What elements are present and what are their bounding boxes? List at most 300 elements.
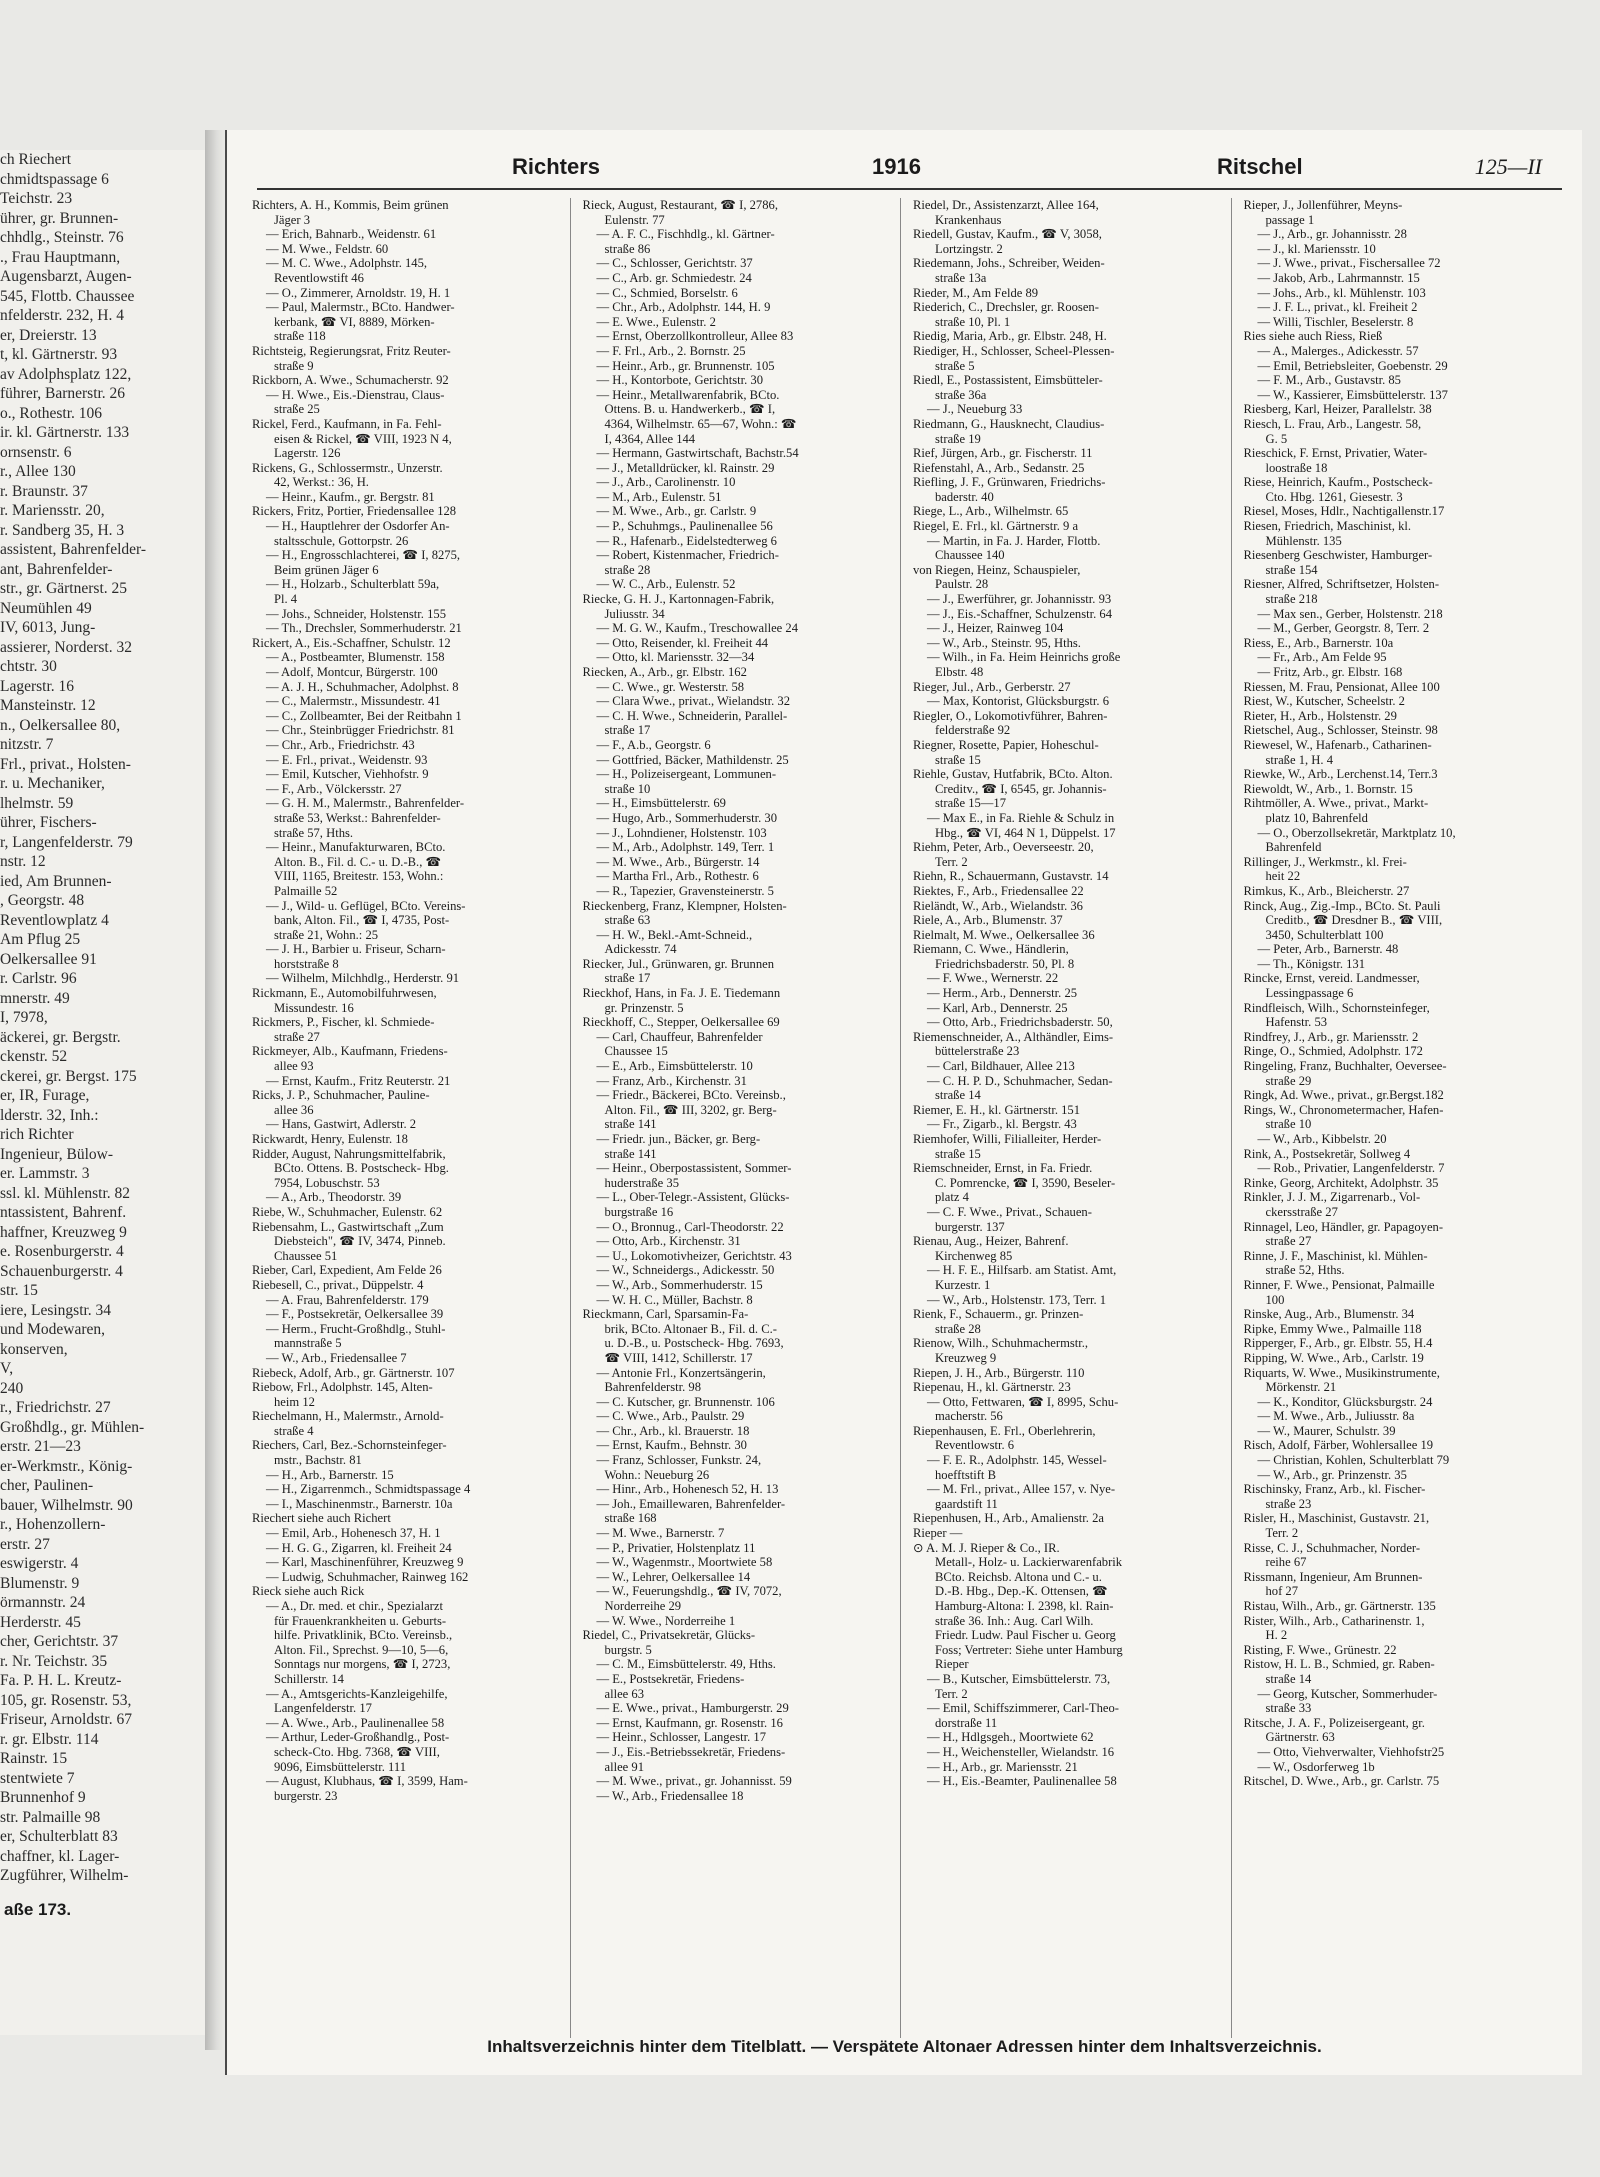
directory-entry-continuation: u. D.-B., u. Postscheck- Hbg. 7693, [604,1336,784,1351]
directory-subentry: — Otto, Viehverwalter, Viehhofstr25 [1257,1744,1445,1759]
directory-entry: Riedemann, Johs., Schreiber, Weiden- [913,256,1105,271]
directory-subentry: — Heinr., Arb., gr. Brunnenstr. 105 [596,358,775,373]
directory-entry: Riebeck, Adolf, Arb., gr. Gärtnerstr. 107 [252,1365,455,1380]
directory-entry-continuation: BCto. Ottens. B. Postscheck- Hbg. [274,1161,449,1176]
directory-entry: Rihtmöller, A. Wwe., privat., Markt- [1243,796,1429,811]
directory-subentry: — W., Osdorferweg 1b [1257,1759,1375,1774]
directory-entry-continuation: Mühlenstr. 135 [1265,533,1342,548]
directory-subentry: — Otto, Reisender, kl. Freiheit 44 [596,635,769,650]
directory-entry-continuation: eisen & Rickel, ☎ VIII, 1923 N 4, [274,431,452,446]
directory-entry: Risting, F. Wwe., Grünestr. 22 [1243,1642,1397,1657]
directory-subentry: — M. Wwe., Barnerstr. 7 [596,1526,725,1541]
directory-entry-continuation: brik, BCto. Altonaer B., Fil. d. C.- [604,1321,777,1336]
directory-subentry: — Friedr., Bäckerei, BCto. Vereinsb., [596,1088,786,1103]
directory-subentry: — Martin, in Fa. J. Harder, Flottb. [927,533,1101,548]
directory-entry-continuation: passage 1 [1265,212,1315,227]
directory-entry: Rinnagel, Leo, Händler, gr. Papagoyen- [1243,1219,1444,1234]
facing-line: cher, Gerichtstr. 37 [0,1633,119,1650]
facing-line: r., Hohenzollern- [0,1516,106,1533]
directory-subentry: — Heinr., Manufakturwaren, BCto. [266,840,446,855]
directory-subentry: — Antonie Frl., Konzertsängerin, [596,1365,766,1380]
facing-line: nitzstr. 7 [0,736,54,753]
directory-entry: Rielmalt, M. Wwe., Oelkersallee 36 [913,927,1095,942]
directory-entry-continuation: straße 29 [1265,1073,1312,1088]
directory-entry: von Riegen, Heinz, Schauspieler, [913,562,1081,577]
directory-subentry: — C., Zollbeamter, Bei der Reitbahn 1 [266,708,462,723]
directory-entry: Rissmann, Ingenieur, Am Brunnen- [1243,1569,1423,1584]
facing-line: erstr. 27 [0,1535,50,1553]
facing-line: ant, Bahrenfelder- [0,560,113,578]
directory-entry: Rink, A., Postsekretär, Sollweg 4 [1243,1146,1411,1161]
directory-subentry: — F., A.b., Georgstr. 6 [596,737,711,752]
facing-line: er. Lammstr. 3 [0,1165,90,1182]
directory-subentry: — J., Ewerführer, gr. Johannisstr. 93 [927,592,1112,607]
directory-entry-continuation: Lessingpassage 6 [1265,986,1354,1001]
directory-entry-continuation: straße 10 [604,781,651,796]
directory-entry-continuation: Reventlowstr. 6 [935,1438,1015,1453]
facing-line: assierer, Norderst. 32 [0,638,132,656]
directory-entry: Rieber, Carl, Expedient, Am Felde 26 [252,1263,442,1278]
directory-entry-continuation: reihe 67 [1265,1555,1307,1570]
directory-subentry: — Carl, Bildhauer, Allee 213 [927,1059,1075,1074]
facing-page-lines [0,150,205,1886]
directory-entry: Riederich, C., Drechsler, gr. Roosen- [913,300,1099,315]
directory-entry: Rieck siehe auch Rick [252,1584,365,1599]
directory-entry-continuation: straße 27 [1265,1234,1312,1249]
directory-entry-continuation: felderstraße 92 [935,723,1011,738]
facing-line: o., Rothestr. 106 [0,404,103,422]
directory-entry-continuation: 42, Werkst.: 36, H. [274,475,369,490]
directory-subentry: — Ernst, Oberzollkontrolleur, Allee 83 [596,329,794,344]
directory-subentry: — H., Polizeisergeant, Lommunen- [596,767,777,782]
directory-subentry: — Hermann, Gastwirtschaft, Bachstr.54 [596,446,799,461]
directory-entry-continuation: Friedr. Ludw. Paul Fischer u. Georg [935,1628,1116,1643]
directory-entry-continuation: macherstr. 56 [935,1409,1003,1424]
directory-entry-continuation: platz 4 [935,1190,969,1205]
directory-entry: Ringeling, Franz, Buchhalter, Oeversee- [1243,1059,1447,1074]
directory-entry: Ritsche, J. A. F., Polizeisergeant, gr. [1243,1715,1425,1730]
directory-entry-continuation: Alton. B., Fil. d. C.- u. D.-B., ☎ [274,854,442,869]
directory-subentry: — Wilhelm, Milchhdlg., Herderstr. 91 [266,971,460,986]
directory-entry: Riess, E., Arb., Barnerstr. 10a [1243,635,1394,650]
directory-subentry: — H., Hdlgsgeh., Moortwiete 62 [927,1730,1094,1745]
directory-subentry: — Otto, Arb., Friedrichsbaderstr. 50, [927,1015,1113,1030]
directory-subentry: — J., Arb., gr. Johannisstr. 28 [1257,227,1407,242]
directory-subentry: — Franz, Schlosser, Funkstr. 24, [596,1453,762,1468]
directory-subentry: — R., Hafenarb., Eidelstedterweg 6 [596,533,777,548]
directory-subentry: — C., Malermstr., Missundestr. 41 [266,694,441,709]
facing-line: ., Frau Hauptmann, [0,248,121,266]
directory-subentry: — C., Arb. gr. Schmiedestr. 24 [596,270,752,285]
directory-subentry: — C., Schlosser, Gerichtstr. 37 [596,256,753,271]
facing-line: er, Schulterblatt 83 [0,1828,118,1845]
directory-subentry: — E. Frl., privat., Weidenstr. 93 [266,752,428,767]
directory-entry: Riquarts, W. Wwe., Musikinstrumente, [1243,1365,1440,1380]
directory-subentry: — Gottfried, Bäcker, Mathildenstr. 25 [596,752,789,767]
directory-subentry: — H., Weichensteller, Wielandstr. 16 [927,1744,1115,1759]
directory-entry-continuation: für Frauenkrankheiten u. Geburts- [274,1613,447,1628]
directory-subentry: — J., Heizer, Rainweg 104 [927,621,1064,636]
directory-entry: Rickens, G., Schlossermstr., Unzerstr. [252,460,443,475]
directory-entry-continuation: Jäger 3 [274,212,311,227]
directory-entry-continuation: scheck-Cto. Hbg. 7368, ☎ VIII, [274,1744,440,1759]
directory-entry-continuation: hof 27 [1265,1584,1299,1599]
directory-entry: Rieper, J., Jollenführer, Meyns- [1243,198,1403,212]
directory-entry: Rings, W., Chronometermacher, Hafen- [1243,1102,1444,1117]
facing-line: ied, Am Brunnen- [0,872,112,890]
directory-entry: Rickert, A., Eis.-Schaffner, Schulstr. 12 [252,635,451,650]
directory-entry-continuation: straße 86 [604,241,651,256]
directory-entry-continuation: straße 141 [604,1117,657,1132]
facing-line: ntassistent, Bahrenf. [0,1204,127,1221]
directory-entry: Rimkus, K., Arb., Bleicherstr. 27 [1243,883,1410,898]
directory-entry: Riehle, Gustav, Hutfabrik, BCto. Alton. [913,767,1113,782]
directory-subentry: — J., kl. Mariensstr. 10 [1257,241,1376,256]
facing-line: lhelmstr. 59 [0,794,74,812]
directory-subentry: — H., Eimsbüttelerstr. 69 [596,796,726,811]
directory-subentry: — Heinr., Kaufm., gr. Bergstr. 81 [266,489,435,504]
directory-entry: Richtsteig, Regierungsrat, Fritz Reuter- [252,343,451,358]
directory-subentry: — Hinr., Arb., Hohenesch 52, H. 13 [596,1482,779,1497]
directory-subentry: — W., Arb., Sommerhuderstr. 15 [596,1277,763,1292]
directory-subentry: — Johs., Arb., kl. Mühlenstr. 103 [1257,285,1426,300]
directory-entry-continuation: Friedrichsbaderstr. 50, Pl. 8 [935,956,1075,971]
directory-entry-continuation: straße 52, Hths. [1265,1263,1345,1278]
directory-entry-continuation: Hafenstr. 53 [1265,1015,1328,1030]
facing-line: r., Allee 130 [0,463,76,480]
directory-subentry: — M., Arb., Adolphstr. 149, Terr. 1 [596,840,775,855]
directory-subentry: — B., Kutscher, Eimsbüttelerstr. 73, [927,1671,1111,1686]
facing-line: Frl., privat., Holsten- [0,755,131,773]
directory-subentry: — O., Bronnug., Carl-Theodorstr. 22 [596,1219,784,1234]
facing-line: rich Richter [0,1126,74,1143]
directory-entry-continuation: staltsschule, Gottorpstr. 26 [274,533,409,548]
directory-subentry: — A. Frau, Bahrenfelderstr. 179 [266,1292,429,1307]
facing-line: r. Nr. Teichstr. 35 [0,1652,108,1670]
directory-subentry: — C. Kutscher, gr. Brunnenstr. 106 [596,1394,775,1409]
facing-line: cher, Paulinen- [0,1477,94,1494]
directory-entry-continuation: loostraße 18 [1265,460,1328,475]
facing-line: Am Pflug 25 [0,931,81,948]
directory-subentry: — Emil, Kutscher, Viehhofstr. 9 [266,767,429,782]
directory-entry: Riepenhusen, H., Arb., Amalienstr. 2a [913,1511,1104,1526]
directory-subentry: — A., Postbeamter, Blumenstr. 158 [266,650,445,665]
directory-subentry: — H., Kontorbote, Gerichtstr. 30 [596,373,763,388]
directory-entry: Rieckmann, Carl, Sparsamin-Fa- [582,1307,749,1322]
directory-subentry: — Herm., Arb., Dennerstr. 25 [927,986,1078,1001]
directory-entry: Riedel, Dr., Assistenzarzt, Allee 164, [913,198,1099,212]
directory-entry: Riese, Heinrich, Kaufm., Postscheck- [1243,475,1433,490]
directory-subentry: — J. H., Barbier u. Friseur, Scharn- [266,942,446,957]
directory-entry-continuation: straße 15 [935,1146,981,1161]
directory-subentry: — C. Wwe., gr. Westerstr. 58 [596,679,745,694]
directory-entry-continuation: straße 27 [274,1029,320,1044]
directory-entry: Riepenhausen, E. Frl., Oberlehrerin, [913,1423,1096,1438]
directory-subentry: — C. H. P. D., Schuhmacher, Sedan- [927,1073,1113,1088]
directory-subentry: — Arthur, Leder-Großhandlg., Post- [266,1730,450,1745]
facing-line: führer, Barnerstr. 26 [0,385,126,402]
facing-line: ckerei, gr. Bergst. 175 [0,1067,137,1085]
directory-entry: Riemenschneider, A., Althändler, Eims- [913,1029,1114,1044]
directory-entry-continuation: Gärtnerstr. 63 [1265,1730,1335,1745]
directory-subentry: — Wilh., in Fa. Heim Heinrichs große [927,650,1121,665]
facing-line: r. Carlstr. 96 [0,970,77,987]
directory-entry-continuation: G. 5 [1265,431,1288,446]
directory-subentry: — M. C. Wwe., Adolphstr. 145, [266,256,428,271]
facing-line: stentwiete 7 [0,1769,75,1787]
directory-subentry: — Johs., Schneider, Holstenstr. 155 [266,606,446,621]
directory-entry: Riechert siehe auch Richert [252,1511,391,1526]
directory-entry-continuation: Foss; Vertreter: Siehe unter Hamburg [935,1642,1123,1657]
directory-entry: Ripperger, F., Arb., gr. Elbstr. 55, H.4 [1243,1336,1433,1351]
directory-entry-continuation: straße 21, Wohn.: 25 [274,927,379,942]
directory-entry: Rieckhoff, C., Stepper, Oelkersallee 69 [582,1015,780,1030]
directory-entry-continuation: straße 154 [1265,562,1318,577]
directory-entry: Rietschel, Aug., Schlosser, Steinstr. 98 [1243,723,1438,738]
directory-entry: Riedmann, G., Hausknecht, Claudius- [913,416,1105,431]
directory-subentry: — W. Wwe., Norderreihe 1 [596,1613,736,1628]
column-1 [252,198,571,2038]
directory-entry-continuation: Norderreihe 29 [604,1599,682,1613]
directory-entry: Rickwardt, Henry, Eulenstr. 18 [252,1132,408,1146]
directory-subentry: — W., Arb., Friedensallee 7 [266,1350,407,1365]
directory-entry: Rickmann, E., Automobilfuhrwesen, [252,986,437,1001]
directory-subentry: — A. J. H., Schuhmacher, Adolphst. 8 [266,679,459,694]
directory-entry-continuation: straße 15 [935,752,981,767]
directory-entry-continuation: huderstraße 35 [604,1175,679,1190]
directory-entry: Riektes, F., Arb., Friedensallee 22 [913,883,1084,898]
directory-entry-continuation: Pl. 4 [274,592,298,607]
directory-entry-continuation: hoefftstift B [935,1467,996,1482]
directory-entry-continuation: straße 14 [1265,1671,1312,1686]
directory-entry: Riepenau, H., kl. Gärtnerstr. 23 [913,1380,1071,1395]
directory-entry: Ripke, Emmy Wwe., Palmaille 118 [1243,1321,1422,1336]
directory-subentry: — W., Arb., gr. Prinzenstr. 35 [1257,1467,1407,1482]
directory-subentry: — U., Lokomotivheizer, Gerichtstr. 43 [596,1248,792,1263]
directory-subentry: — M. Frl., privat., Allee 157, v. Nye- [927,1482,1116,1497]
directory-entry-continuation: Lagerstr. 126 [274,446,341,461]
facing-line: iere, Lesingstr. 34 [0,1301,112,1319]
directory-subentry: — W., Kassierer, Eimsbüttelerstr. 137 [1257,387,1448,402]
directory-subentry: — Emil, Schiffszimmerer, Carl-Theo- [927,1701,1119,1716]
facing-line: Blumenstr. 9 [0,1574,80,1592]
directory-entry: Rieschick, F. Ernst, Privatier, Water- [1243,446,1428,461]
directory-entry: Rienau, Aug., Heizer, Bahrenf. [913,1234,1069,1249]
directory-entry-continuation: hilfe. Privatklinik, BCto. Vereinsb., [274,1628,453,1643]
directory-entry: Ristow, H. L. B., Schmied, gr. Raben- [1243,1657,1435,1672]
directory-subentry: — Rob., Privatier, Langenfelderstr. 7 [1257,1161,1445,1176]
directory-entry: Rienk, F., Schauerm., gr. Prinzen- [913,1307,1084,1322]
directory-entry-continuation: kerbank, ☎ VI, 8889, Mörken- [274,314,435,329]
directory-subentry: — H., Engrosschlachterei, ☎ I, 8275, [266,548,461,563]
directory-entry-continuation: Creditb., ☎ Dresdner B., ☎ VIII, [1265,913,1443,928]
directory-entry: Riehn, R., Schauermann, Gustavstr. 14 [913,869,1109,884]
directory-entry: Rindfrey, J., Arb., gr. Mariensstr. 2 [1243,1029,1419,1044]
directory-subentry: — E., Arb., Eimsbüttelerstr. 10 [596,1059,753,1074]
directory-entry: Ringe, O., Schmied, Adolphstr. 172 [1243,1044,1423,1059]
directory-entry: Rickel, Ferd., Kaufmann, in Fa. Fehl- [252,416,442,431]
directory-entry-continuation: Kurzestr. 1 [935,1277,991,1292]
directory-subentry: — Otto, Fettwaren, ☎ I, 8995, Schu- [927,1394,1119,1409]
facing-line: er, IR, Furage, [0,1087,90,1104]
directory-entry: Riecke, G. H. J., Kartonnagen-Fabrik, [582,592,775,607]
directory-entry-continuation: burgerstr. 23 [274,1788,338,1803]
facing-line: Großhdlg., gr. Mühlen- [0,1418,145,1436]
directory-subentry: — Fr., Zigarb., kl. Bergstr. 43 [927,1117,1077,1132]
directory-entry-continuation: 3450, Schulterblatt 100 [1265,927,1384,942]
facing-line: e. Rosenburgerstr. 4 [0,1243,124,1260]
directory-entry-continuation: straße 28 [935,1321,981,1336]
directory-entry: Riewesel, W., Hafenarb., Catharinen- [1243,737,1432,752]
directory-subentry: — Otto, Arb., Kirchenstr. 31 [596,1234,741,1249]
directory-entry: Ries siehe auch Riess, Rieß [1243,329,1383,344]
directory-entry: Ringk, Ad. Wwe., privat., gr.Bergst.182 [1243,1088,1444,1103]
directory-entry: Riegner, Rosette, Papier, Hoheschul- [913,737,1099,752]
directory-entry-continuation: 7954, Lobuschstr. 53 [274,1175,380,1190]
directory-subentry: — H. W., Bekl.-Amt-Schneid., [596,927,753,942]
directory-entry: Riebe, W., Schuhmacher, Eulenstr. 62 [252,1204,443,1219]
directory-subentry: — F. M., Arb., Gustavstr. 85 [1257,373,1401,388]
directory-entry-continuation: Kirchenweg 85 [935,1248,1013,1263]
directory-entry-continuation: Sonntags nur morgens, ☎ I, 2723, [274,1657,451,1672]
directory-entry: Rister, Wilh., Arb., Catharinenstr. 1, [1243,1613,1425,1628]
directory-entry-continuation: Chaussee 140 [935,548,1005,563]
directory-subentry: — Heinr., Schlosser, Langestr. 17 [596,1730,766,1745]
directory-subentry: — R., Tapezier, Gravensteinerstr. 5 [596,883,774,898]
directory-entry-continuation: straße 5 [935,358,975,373]
directory-entry-continuation: allee 91 [604,1759,645,1774]
directory-entry-continuation: Diebsteich", ☎ IV, 3474, Pinneb. [274,1234,446,1249]
directory-subentry: — Joh., Emaillewaren, Bahrenfelder- [596,1496,786,1511]
directory-entry: Rickborn, A. Wwe., Schumacherstr. 92 [252,373,449,388]
directory-subentry: — Carl, Chauffeur, Bahrenfelder [596,1029,763,1044]
directory-entry: Riebesell, C., privat., Düppelstr. 4 [252,1277,424,1292]
directory-entry-continuation: baderstr. 40 [935,489,994,504]
directory-entry-continuation: Hamburg-Altona: I. 2398, kl. Rain- [935,1599,1114,1613]
directory-subentry: — Martha Frl., Arb., Rothestr. 6 [596,869,759,884]
directory-entry: Ripping, W. Wwe., Arb., Carlstr. 19 [1243,1350,1424,1365]
directory-entry-continuation: straße 13a [935,270,987,285]
directory-entry-continuation: mstr., Bachstr. 81 [274,1453,362,1468]
directory-entry-continuation: Hbg., ☎ VI, 464 N 1, Düppelst. 17 [935,825,1116,840]
directory-subentry: — J. Wwe., privat., Fischersallee 72 [1257,256,1441,271]
directory-entry-continuation: platz 10, Bahrenfeld [1265,810,1368,825]
directory-entry: Ridder, August, Nahrungsmittelfabrik, [252,1146,446,1161]
directory-entry: Riest, W., Kutscher, Scheelstr. 2 [1243,694,1405,709]
directory-subentry: — Emil, Arb., Hohenesch 37, H. 1 [266,1526,441,1541]
directory-entry-continuation: 100 [1265,1292,1285,1307]
directory-subentry: — Jakob, Arb., Lahrmannstr. 15 [1257,270,1420,285]
directory-subentry: — A. Wwe., Arb., Paulinenallee 58 [266,1715,445,1730]
directory-entry-continuation: burgstraße 16 [604,1204,674,1219]
directory-entry: Riele, A., Arb., Blumenstr. 37 [913,913,1063,928]
facing-line: mnerstr. 49 [0,989,70,1007]
directory-entry-continuation: ckersstraße 27 [1265,1204,1338,1219]
facing-line: I, 7978, [0,1009,48,1026]
directory-subentry: — C. H. Wwe., Schneiderin, Parallel- [596,708,788,723]
facing-line: ir. kl. Gärtnerstr. 133 [0,424,130,441]
facing-line: ornsenstr. 6 [0,443,72,461]
facing-line: 105, gr. Rosenstr. 53, [0,1691,132,1709]
facing-line: ckenstr. 52 [0,1048,68,1065]
directory-subentry: — M. Wwe., privat., gr. Johannisst. 59 [596,1774,792,1789]
directory-entry: Rickmeyer, Alb., Kaufmann, Friedens- [252,1044,448,1059]
directory-subentry: — I., Maschinenmstr., Barnerstr. 10a [266,1496,453,1511]
facing-line: Augensbarzt, Augen- [0,268,132,285]
directory-subentry: — M. Wwe., Arb., Bürgerstr. 14 [596,854,760,869]
directory-subentry: — Ernst, Kaufmann, gr. Rosenstr. 16 [596,1715,783,1730]
directory-subentry: — H., Arb., gr. Mariensstr. 21 [927,1759,1078,1774]
directory-entry-continuation: straße 63 [604,913,651,928]
directory-entry: Ricks, J. P., Schuhmacher, Pauline- [252,1088,430,1103]
directory-entry-continuation: Krankenhaus [935,212,1002,227]
directory-entry-continuation: straße 17 [604,971,651,986]
directory-subentry: — W. H. C., Müller, Bachstr. 8 [596,1292,753,1307]
directory-subentry: — W., Schneidergs., Adickesstr. 50 [596,1263,775,1278]
directory-entry-continuation: straße 57, Hths. [274,825,354,840]
directory-entry: Riesel, Moses, Hdlr., Nachtigallenstr.17 [1243,504,1445,519]
directory-subentry: — J., Lohndiener, Holstenstr. 103 [596,825,767,840]
directory-entry-continuation: VIII, 1165, Breitestr. 153, Wohn.: [274,869,444,884]
directory-entry-continuation: büttelerstraße 23 [935,1044,1020,1059]
directory-entry-continuation: Missundestr. 16 [274,1000,354,1015]
facing-line: Friseur, Arnoldstr. 67 [0,1711,132,1728]
directory-entry: Rieper — [913,1526,963,1541]
directory-subentry: — F., Postsekretär, Oelkersallee 39 [266,1307,444,1322]
directory-entry: Riechelmann, H., Malermstr., Arnold- [252,1409,444,1424]
directory-page [225,130,1582,2075]
facing-line: r. Mariensstr. 20, [0,502,105,519]
facing-line: örmannstr. 24 [0,1594,86,1611]
directory-subentry: — Chr., Arb., kl. Brauerstr. 18 [596,1423,750,1438]
facing-line: Schauenburgerstr. 4 [0,1262,123,1280]
directory-subentry: — Hans, Gastwirt, Adlerstr. 2 [266,1117,417,1132]
directory-subentry: — W., Wagenmstr., Moortwiete 58 [596,1555,773,1570]
facing-line: Herderstr. 45 [0,1613,81,1631]
book-gutter [205,130,225,2050]
facing-line: Fa. P. H. L. Kreutz- [0,1672,122,1689]
directory-entry-continuation: straße 10 [1265,1117,1312,1132]
facing-line: Reventlowplatz 4 [0,911,109,929]
page-number: 125—II [1474,154,1542,179]
directory-entry-continuation: Eulenstr. 77 [604,212,665,227]
directory-entry: Riemer, E. H., kl. Gärtnerstr. 151 [913,1102,1081,1117]
directory-entry: Riediger, H., Schlosser, Scheel-Plessen- [913,343,1115,358]
directory-entry: Riedell, Gustav, Kaufm., ☎ V, 3058, [913,227,1102,242]
directory-subentry: — F. E. R., Adolphstr. 145, Wessel- [927,1453,1107,1468]
directory-subentry: — H., Zigarrenmch., Schmidtspassage 4 [266,1482,471,1497]
directory-subentry: — H. Wwe., Eis.-Dienstrau, Claus- [266,387,445,402]
directory-subentry: — J. F. L., privat., kl. Freiheit 2 [1257,300,1418,315]
directory-entry-continuation: straße 53, Werkst.: Bahrenfelder- [274,810,441,825]
facing-line: äckerei, gr. Bergstr. [0,1028,121,1046]
directory-subentry: — Ernst, Kaufm., Behnstr. 30 [596,1438,747,1453]
directory-subentry: — A. F. C., Fischhdlg., kl. Gärtner- [596,227,775,242]
directory-entry: Riepen, J. H., Arb., Bürgerstr. 110 [913,1365,1085,1380]
directory-subentry: — M. Wwe., Feldstr. 60 [266,241,389,256]
directory-subentry: — W., Arb., Kibbelstr. 20 [1257,1132,1387,1146]
directory-entry-continuation: H. 2 [1265,1628,1288,1643]
directory-subentry: — C. M., Eimsbüttelerstr. 49, Hths. [596,1657,776,1672]
facing-line: er-Werkmstr., König- [0,1457,133,1475]
directory-entry-continuation: Metall-, Holz- u. Lackierwarenfabrik [935,1555,1123,1570]
directory-subentry: — O., Oberzollsekretär, Marktplatz 10, [1257,825,1456,840]
directory-subentry: — F. Wwe., Wernerstr. 22 [927,971,1059,986]
facing-line: IV, 6013, Jung- [0,619,96,636]
directory-entry-continuation: mannstraße 5 [274,1336,342,1351]
directory-entry-continuation: straße 25 [274,402,320,417]
directory-subentry: — Friedr. jun., Bäcker, gr. Berg- [596,1132,761,1146]
